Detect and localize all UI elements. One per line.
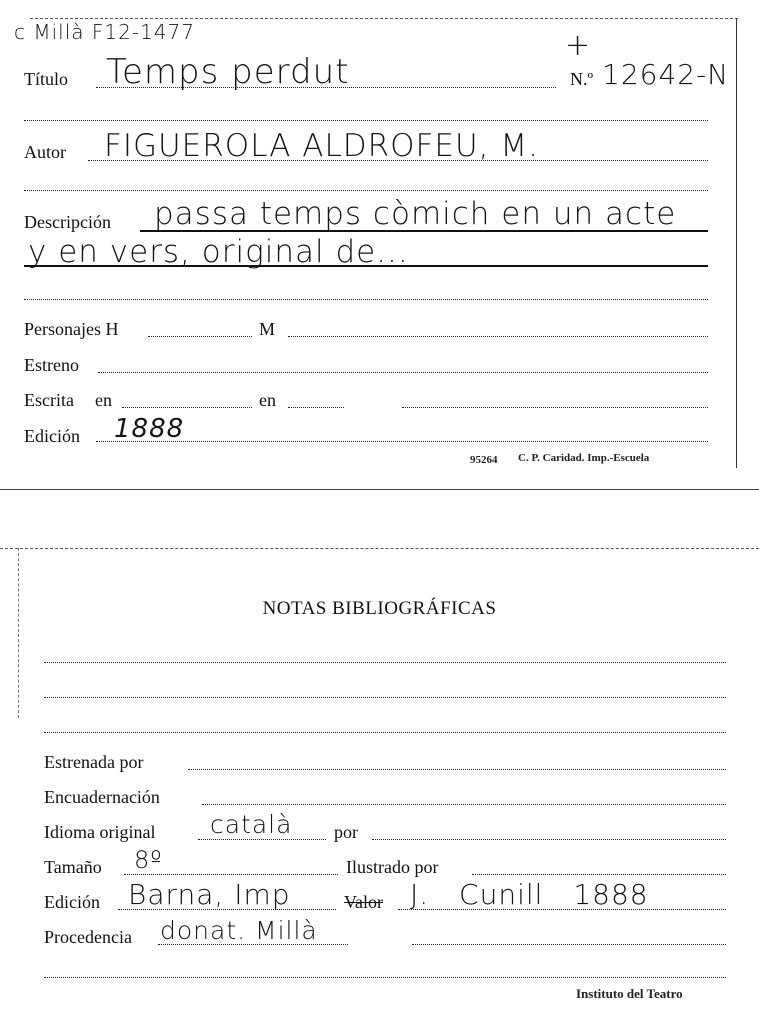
- procedencia-label: Procedencia: [44, 927, 132, 947]
- procedencia-line-2: [44, 977, 726, 978]
- estreno-line: [98, 372, 708, 373]
- number-mark: +: [565, 28, 592, 63]
- number-label: N.º: [570, 69, 594, 89]
- bottom-card: [0, 540, 759, 1028]
- descripcion-label: Descripción: [24, 212, 111, 232]
- bottom-card-top-border: [0, 548, 759, 549]
- notas-line-1: [44, 662, 726, 663]
- titulo-line-2: [24, 120, 708, 121]
- escrita-en2-line-a: [288, 407, 344, 408]
- corner-note: c Millà F12-1477: [14, 20, 195, 44]
- autor-label: Autor: [24, 142, 66, 162]
- tamano-line: [124, 874, 338, 875]
- titulo-label: Título: [24, 69, 68, 89]
- escrita-en-label: en: [95, 390, 112, 410]
- estrenada-label: Estrenada por: [44, 752, 144, 772]
- b-edicion-line: [118, 909, 336, 910]
- b-edicion-value: Barna, Imp: [128, 878, 291, 911]
- valor-label: Valor: [344, 892, 383, 912]
- encuadernacion-line: [202, 804, 726, 805]
- ilustrado-line: [472, 874, 726, 875]
- notas-line-3: [44, 732, 726, 733]
- ilustrado-label: Ilustrado por: [346, 857, 439, 877]
- bottom-card-left-border: [18, 548, 19, 718]
- estreno-label: Estreno: [24, 355, 79, 375]
- procedencia-line-a: [158, 944, 348, 945]
- top-card-bottom-border: [0, 489, 759, 490]
- descripcion-line-3: [24, 299, 708, 300]
- edicion-value: 1888: [114, 414, 185, 444]
- por-label: por: [334, 822, 358, 842]
- idioma-value: català: [210, 810, 293, 839]
- procedencia-value: donat. Millà: [160, 916, 318, 945]
- top-card-top-border: [30, 18, 738, 19]
- valor-value: J. Cunill 1888: [410, 878, 649, 911]
- notas-heading: NOTAS BIBLIOGRÁFICAS: [262, 598, 497, 619]
- printer-name: C. P. Caridad. Imp.-Escuela: [518, 452, 650, 464]
- notas-line-2: [44, 697, 726, 698]
- idioma-label: Idioma original: [44, 822, 156, 842]
- idioma-line: [198, 839, 326, 840]
- tamano-value: 8º: [134, 846, 163, 874]
- autor-line-2: [24, 190, 708, 191]
- footer-institute: Instituto del Teatro: [576, 986, 683, 1001]
- descripcion-value-2: y en vers, original de...: [28, 234, 409, 270]
- number-value: 12642-N: [602, 58, 730, 91]
- personajes-label: Personajes H: [24, 319, 119, 339]
- printer-code: 95264: [470, 454, 498, 466]
- b-edicion-label: Edición: [44, 892, 100, 912]
- valor-line: [398, 909, 726, 910]
- edicion-line: [96, 441, 708, 442]
- escrita-en2-line-b: [402, 407, 708, 408]
- top-card-right-border: [736, 18, 737, 468]
- titulo-value: Temps perdut: [106, 52, 350, 92]
- personajes-m-line: [288, 336, 708, 337]
- por-line: [372, 839, 726, 840]
- escrita-label: Escrita: [24, 390, 74, 410]
- descripcion-value-1: passa temps còmich en un acte: [154, 196, 677, 232]
- edicion-label: Edición: [24, 426, 80, 446]
- estrenada-line: [188, 769, 726, 770]
- escrita-en-line: [122, 407, 252, 408]
- personajes-m-label: M: [259, 319, 276, 339]
- tamano-label: Tamaño: [44, 857, 102, 877]
- procedencia-line-b: [412, 944, 726, 945]
- escrita-en2-label: en: [259, 390, 276, 410]
- autor-value: FIGUEROLA ALDROFEU, M.: [104, 128, 539, 164]
- top-card: [0, 0, 759, 495]
- encuadernacion-label: Encuadernación: [44, 787, 160, 807]
- personajes-h-line: [148, 336, 252, 337]
